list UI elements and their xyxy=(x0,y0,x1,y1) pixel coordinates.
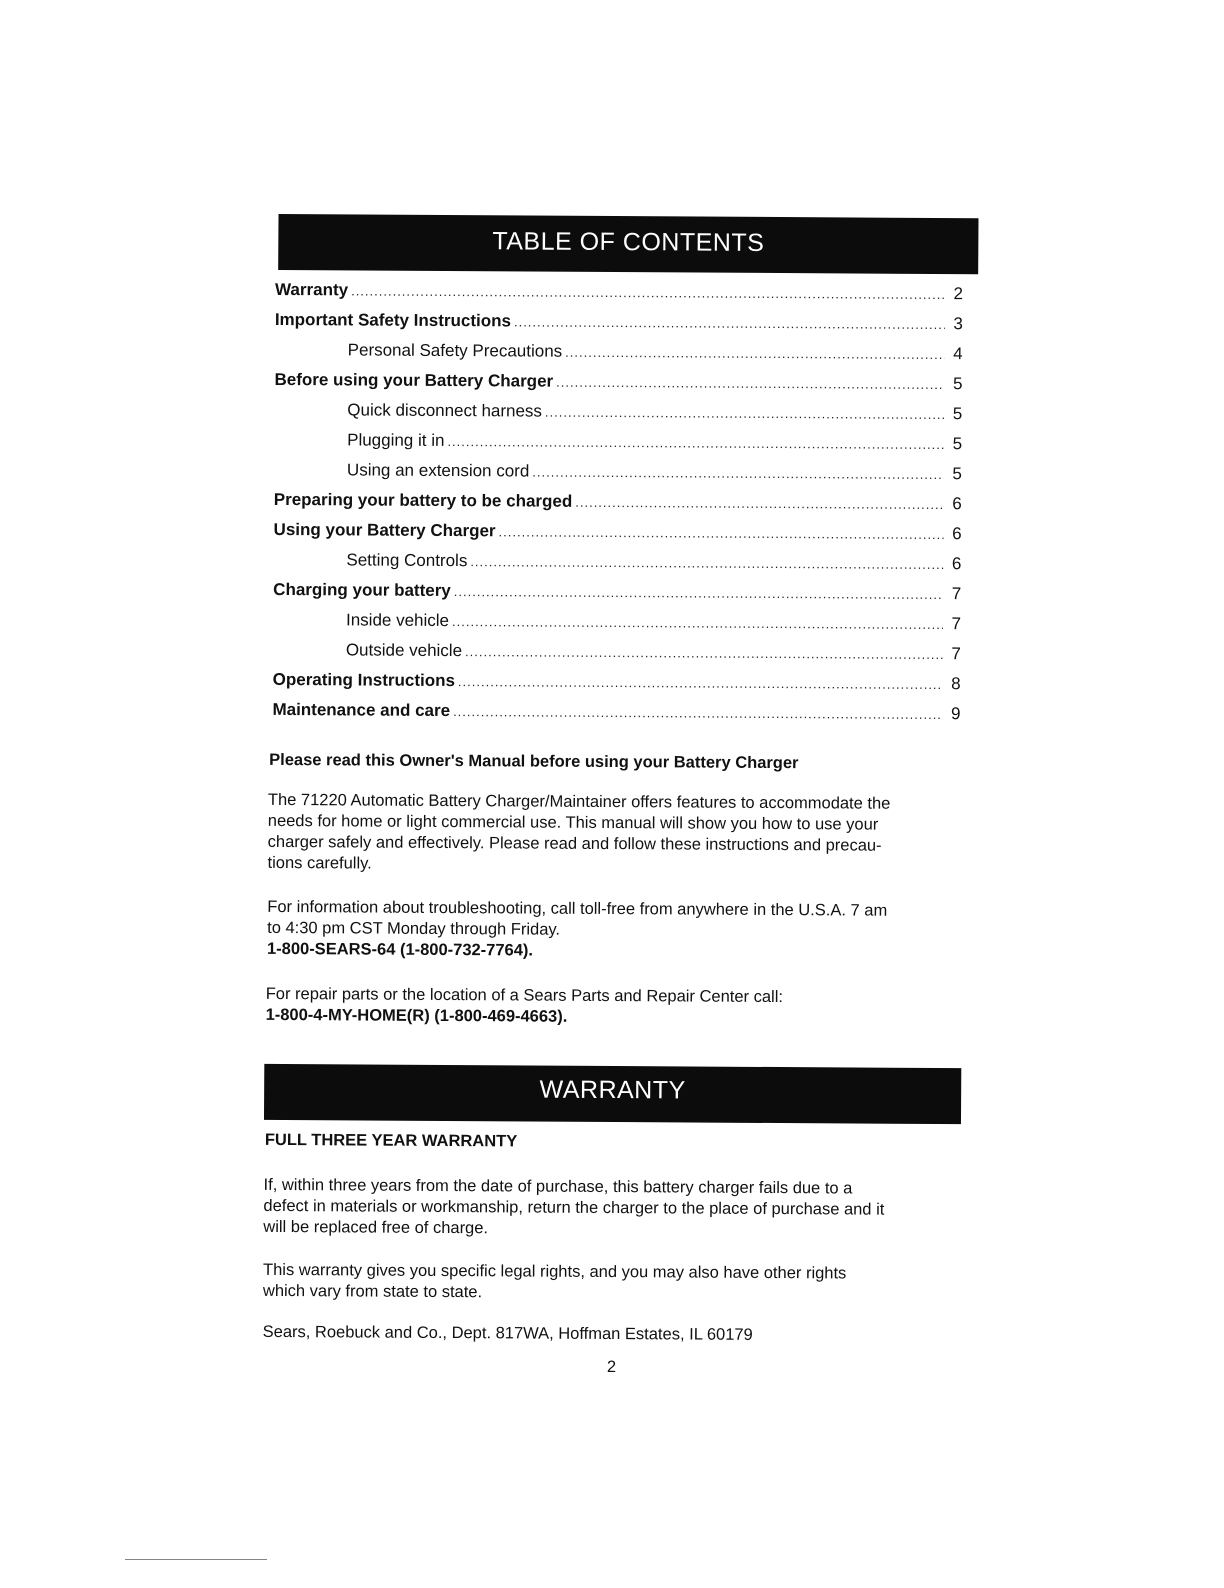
warranty-body-line: defect in materials or workmanship, return the charger to the place of purchase and it xyxy=(263,1196,885,1219)
toc-entry-title: Outside vehicle xyxy=(345,640,463,661)
toc-leader xyxy=(470,547,943,580)
toc-entry-title: Maintenance and care xyxy=(272,699,451,721)
repair-phone: 1-800-4-MY-HOME(R) (1-800-469-4663). xyxy=(265,1005,568,1026)
toc-entry-title: Setting Controls xyxy=(346,550,468,571)
warranty-banner xyxy=(264,1064,961,1124)
toc-leader xyxy=(556,368,944,400)
toc-banner xyxy=(278,214,978,274)
intro-line: needs for home or light commercial use. This manual will show you how to use your xyxy=(267,811,879,834)
repair-paragraph xyxy=(266,984,966,1030)
toc-entry-page: 7 xyxy=(951,614,962,634)
toc-entry-page: 9 xyxy=(950,704,961,724)
toc-entry xyxy=(273,605,961,639)
warranty-rights-line: This warranty gives you specific legal rights, and you may also have other rights xyxy=(263,1260,847,1283)
support-line: For information about troubleshooting, call toll-free from anywhere in the U.S.A. 7 am xyxy=(267,897,888,920)
toc-entry-title: Preparing your battery to be charged xyxy=(273,489,573,511)
toc-entry xyxy=(274,395,962,429)
warranty-body xyxy=(263,1175,963,1242)
toc-leader xyxy=(454,577,944,610)
intro-paragraph xyxy=(267,790,968,878)
toc-leader xyxy=(565,338,945,370)
toc-entry xyxy=(274,365,962,399)
toc-entry-page: 6 xyxy=(951,554,962,574)
toc-entry-title: Using an extension cord xyxy=(346,460,530,481)
repair-line: For repair parts or the location of a Sears Parts and Repair Center call: xyxy=(265,984,784,1007)
read-manual-heading: Please read this Owner's Manual before using your Battery Charger xyxy=(269,750,799,773)
toc-entry-page: 7 xyxy=(951,644,961,664)
toc-entry-page: 6 xyxy=(952,524,962,544)
page-number: 2 xyxy=(606,1357,617,1377)
toc-entry-page: 7 xyxy=(951,584,962,604)
toc-entry xyxy=(273,665,961,699)
toc-entry xyxy=(275,335,963,369)
toc-entry-title: Quick disconnect harness xyxy=(347,400,543,421)
support-phone: 1-800-SEARS-64 (1-800-732-7764). xyxy=(266,939,534,960)
intro-line: tions carefully. xyxy=(267,853,372,873)
toc-entry-title: Personal Safety Precautions xyxy=(347,340,563,361)
toc-entry xyxy=(272,695,960,729)
toc-entry-page: 5 xyxy=(952,464,962,484)
toc-leader xyxy=(514,307,945,340)
toc-title: TABLE OF CONTENTS xyxy=(492,227,765,257)
warranty-heading: FULL THREE YEAR WARRANTY xyxy=(264,1130,518,1151)
toc-entry-title: Important Safety Instructions xyxy=(274,309,512,331)
warranty-body-line: If, within three years from the date of purchase, this battery charger fails due to a xyxy=(263,1175,853,1198)
footer-rule xyxy=(125,1559,267,1560)
warranty-title: WARRANTY xyxy=(539,1075,686,1105)
warranty-body-line: will be replaced free of charge. xyxy=(263,1217,489,1238)
toc-entry-page: 5 xyxy=(952,374,963,394)
toc-leader xyxy=(453,697,943,730)
toc-leader xyxy=(465,637,943,670)
toc-entry xyxy=(273,635,961,669)
toc-entry-title: Plugging it in xyxy=(347,430,445,450)
toc-entry-title: Charging your battery xyxy=(273,579,451,601)
toc-entry-title: Operating Instructions xyxy=(272,669,456,691)
support-line: to 4:30 pm CST Monday through Friday. xyxy=(267,918,561,939)
support-paragraph xyxy=(267,897,967,964)
toc-entry-page: 2 xyxy=(953,284,964,304)
toc-entry-page: 4 xyxy=(953,344,963,364)
warranty-rights-line: which vary from state to state. xyxy=(262,1281,483,1302)
toc-entry-title: Using your Battery Charger xyxy=(273,519,496,541)
toc-entry xyxy=(275,275,963,309)
toc-leader xyxy=(452,607,943,640)
intro-line: The 71220 Automatic Battery Charger/Maintainer offers features to accommodate the xyxy=(267,790,891,813)
toc-entry xyxy=(273,515,961,549)
toc-entry xyxy=(273,575,961,609)
toc-leader xyxy=(532,458,944,491)
toc-entry-page: 5 xyxy=(952,404,963,424)
toc-entry xyxy=(275,305,963,339)
toc-entry xyxy=(274,425,962,459)
toc-entry xyxy=(274,485,962,519)
toc-entry-page: 5 xyxy=(952,434,963,454)
toc-leader xyxy=(575,488,944,520)
toc-list xyxy=(272,275,963,729)
toc-leader xyxy=(545,398,945,430)
intro-line: charger safely and effectively. Please read and follow these instructions and precau- xyxy=(267,832,882,855)
toc-leader xyxy=(447,427,944,460)
warranty-rights xyxy=(263,1260,963,1306)
toc-entry-title: Inside vehicle xyxy=(345,610,450,631)
toc-entry xyxy=(273,545,961,579)
toc-entry-page: 3 xyxy=(953,314,963,334)
toc-entry-title: Before using your Battery Charger xyxy=(274,369,554,391)
toc-leader xyxy=(498,517,943,550)
toc-entry xyxy=(274,455,962,489)
toc-entry-title: Warranty xyxy=(274,279,349,300)
toc-leader xyxy=(458,667,943,700)
toc-entry-page: 8 xyxy=(951,674,961,694)
sears-address: Sears, Roebuck and Co., Dept. 817WA, Hoffman Estates, IL 60179 xyxy=(262,1322,753,1344)
toc-entry-page: 6 xyxy=(952,494,962,514)
